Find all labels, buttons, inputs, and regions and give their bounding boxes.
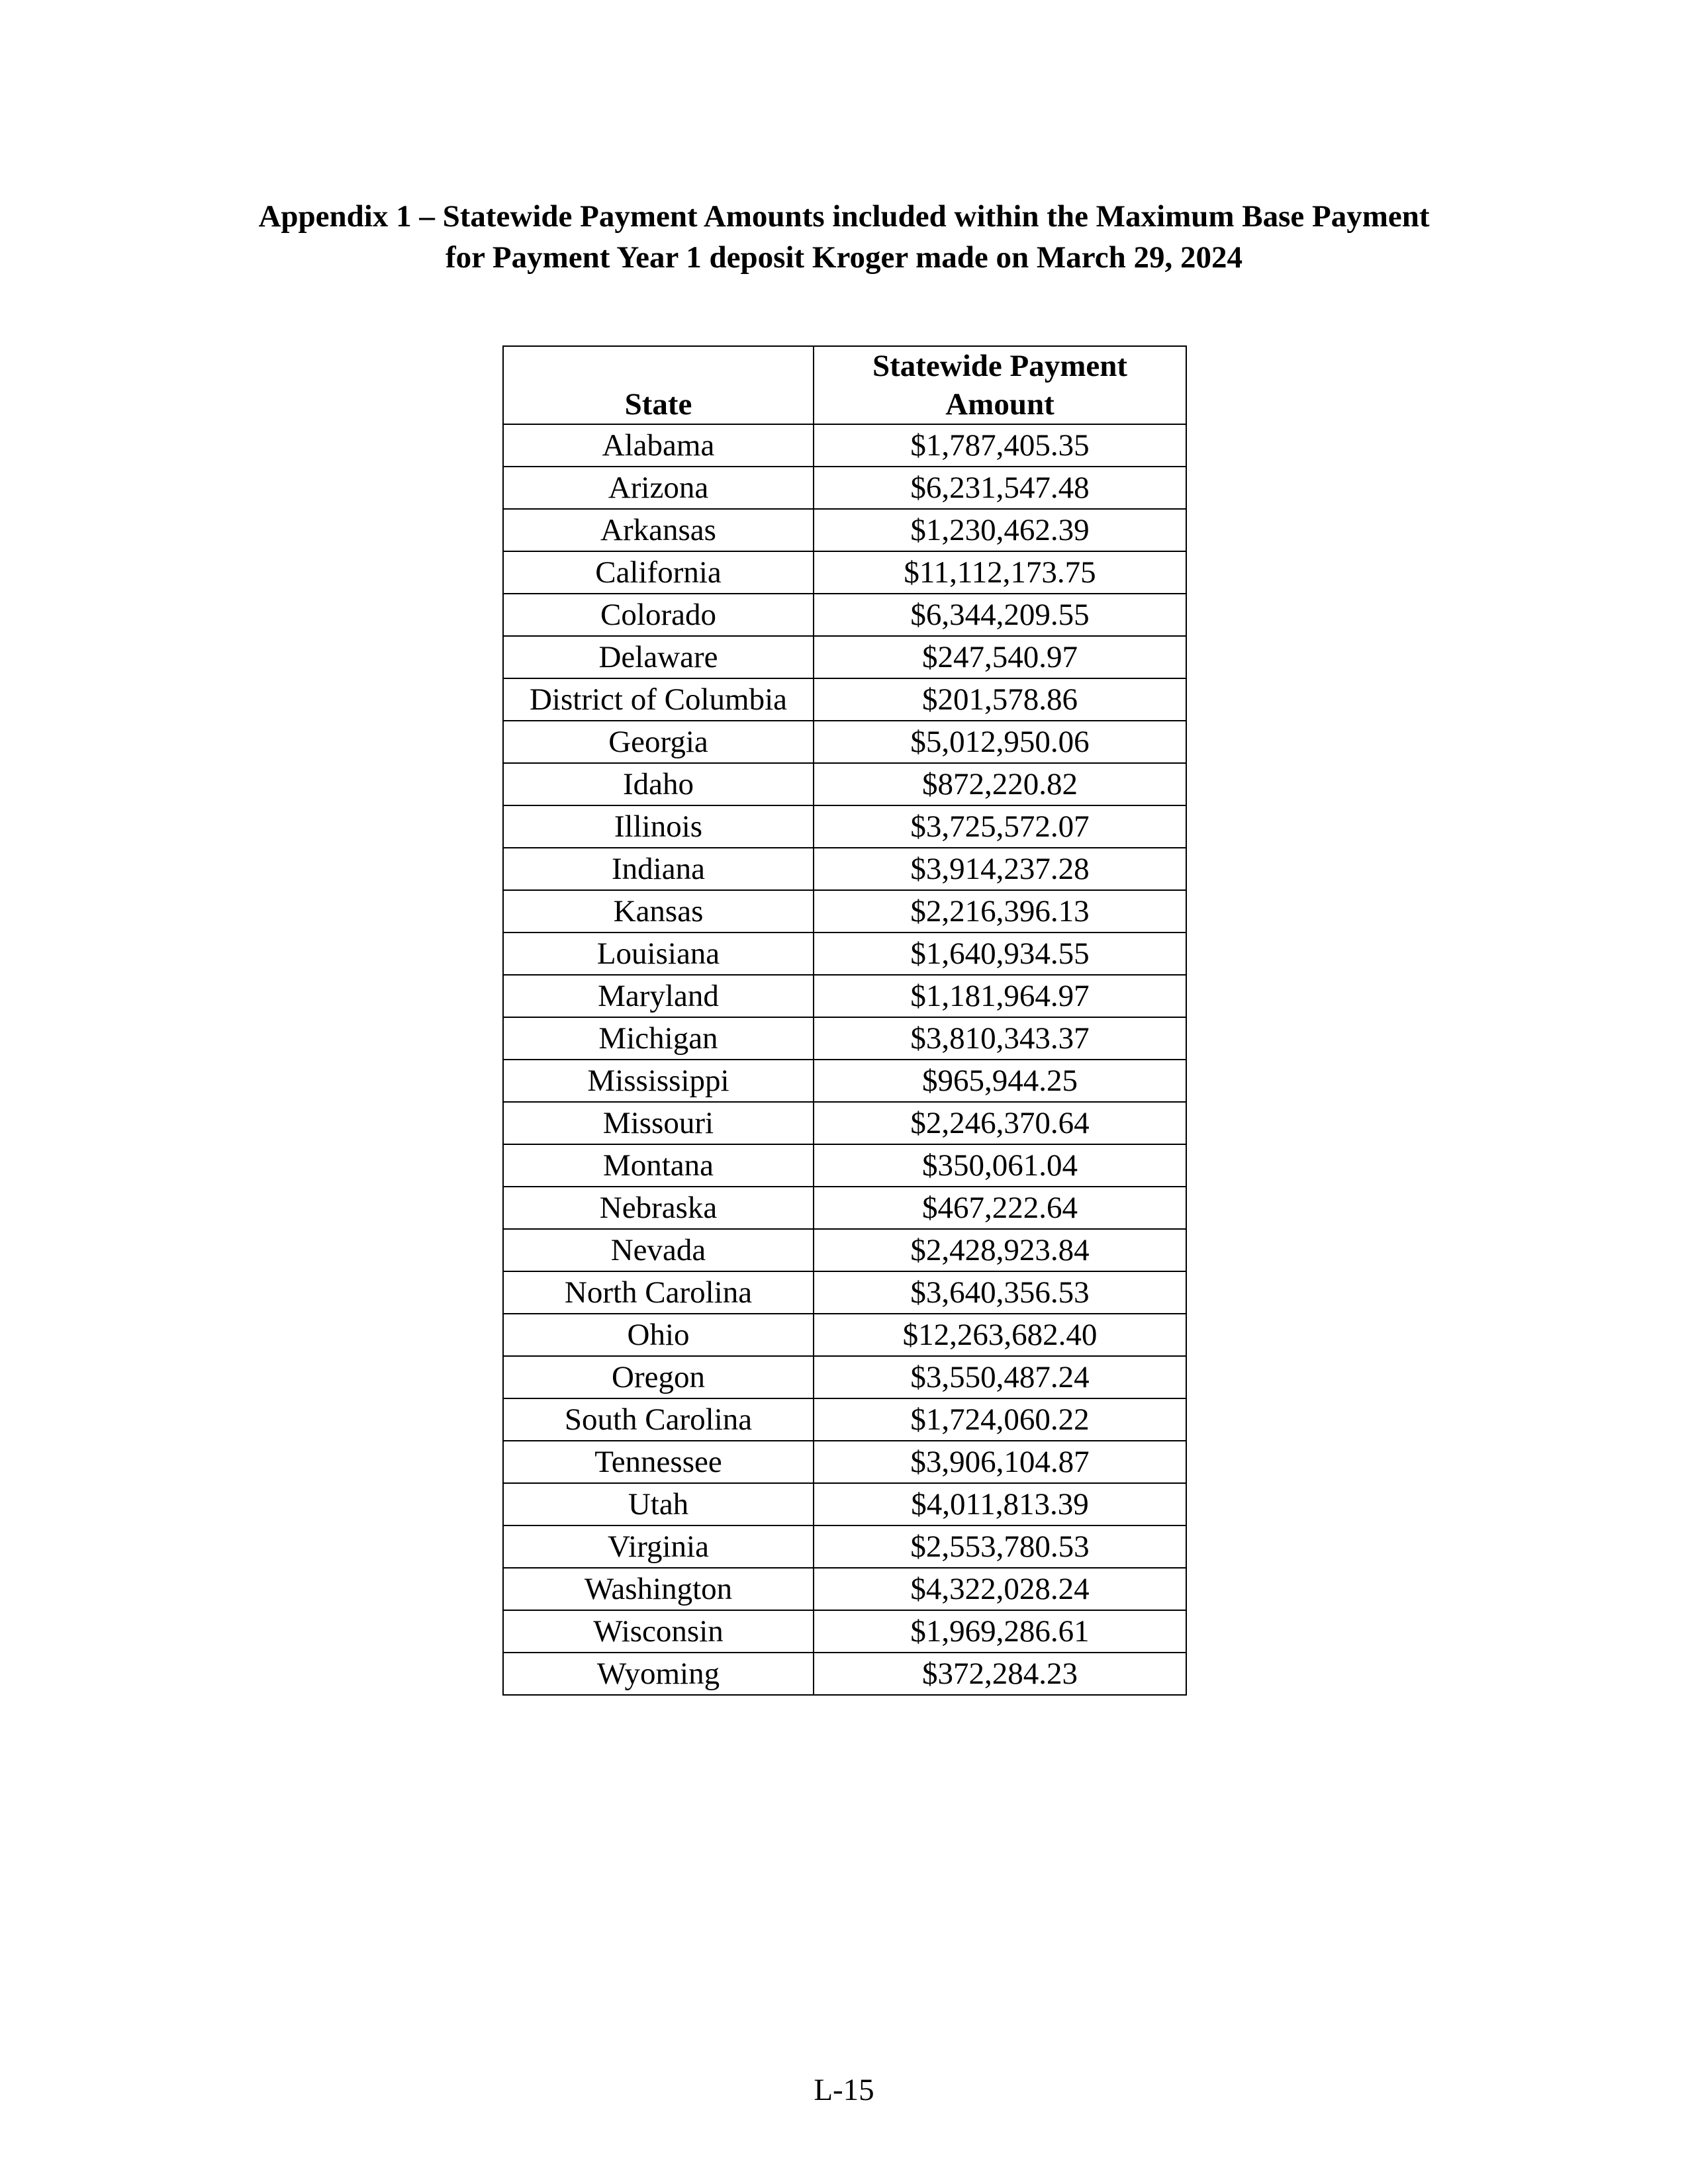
state-cell: Wisconsin	[503, 1610, 814, 1653]
table-row	[503, 1483, 1186, 1525]
table-row	[503, 551, 1186, 594]
state-cell: South Carolina	[503, 1398, 814, 1441]
table-row	[503, 1314, 1186, 1356]
amount-cell: $4,011,813.39	[814, 1483, 1186, 1525]
amount-cell: $1,787,405.35	[814, 424, 1186, 467]
amount-cell: $6,344,209.55	[814, 594, 1186, 636]
state-cell: Indiana	[503, 848, 814, 890]
state-cell: Ohio	[503, 1314, 814, 1356]
table-row	[503, 1356, 1186, 1398]
amount-cell: $3,550,487.24	[814, 1356, 1186, 1398]
amount-cell: $2,428,923.84	[814, 1229, 1186, 1271]
amount-cell: $12,263,682.40	[814, 1314, 1186, 1356]
table-row	[503, 1653, 1186, 1695]
state-cell: Michigan	[503, 1017, 814, 1060]
table-row	[503, 1229, 1186, 1271]
table-row	[503, 424, 1186, 467]
amount-cell: $372,284.23	[814, 1653, 1186, 1695]
table-row	[503, 805, 1186, 848]
table-row	[503, 933, 1186, 975]
table-row	[503, 975, 1186, 1017]
statewide-payment-table	[502, 345, 1187, 1696]
state-cell: Arizona	[503, 467, 814, 509]
column-header-amount-line-1: Statewide Payment	[872, 349, 1128, 383]
table-row	[503, 1187, 1186, 1229]
state-cell: Missouri	[503, 1102, 814, 1144]
state-cell: Delaware	[503, 636, 814, 678]
amount-cell: $350,061.04	[814, 1144, 1186, 1187]
table-row	[503, 1525, 1186, 1568]
amount-cell: $965,944.25	[814, 1060, 1186, 1102]
amount-cell: $1,724,060.22	[814, 1398, 1186, 1441]
table-row	[503, 890, 1186, 933]
title-line-2: for Payment Year 1 deposit Kroger made on March 29, 2024	[445, 240, 1243, 275]
header-row	[503, 346, 1186, 424]
state-cell: District of Columbia	[503, 678, 814, 721]
table-body	[503, 424, 1186, 1695]
amount-cell: $3,810,343.37	[814, 1017, 1186, 1060]
state-cell: Utah	[503, 1483, 814, 1525]
amount-cell: $3,725,572.07	[814, 805, 1186, 848]
state-cell: Idaho	[503, 763, 814, 805]
table-row	[503, 763, 1186, 805]
payment-table-container	[502, 345, 1187, 1696]
state-cell: North Carolina	[503, 1271, 814, 1314]
state-cell: Louisiana	[503, 933, 814, 975]
amount-cell: $11,112,173.75	[814, 551, 1186, 594]
state-cell: Kansas	[503, 890, 814, 933]
amount-cell: $201,578.86	[814, 678, 1186, 721]
table-header	[503, 346, 1186, 424]
state-cell: Mississippi	[503, 1060, 814, 1102]
state-cell: Arkansas	[503, 509, 814, 551]
amount-cell: $5,012,950.06	[814, 721, 1186, 763]
title-line-1: Appendix 1 – Statewide Payment Amounts included within the Maximum Base Payment	[258, 199, 1430, 234]
amount-cell: $247,540.97	[814, 636, 1186, 678]
amount-cell: $4,322,028.24	[814, 1568, 1186, 1610]
state-cell: Oregon	[503, 1356, 814, 1398]
column-header-amount	[814, 346, 1186, 424]
state-cell: Tennessee	[503, 1441, 814, 1483]
state-cell: Virginia	[503, 1525, 814, 1568]
state-cell: Georgia	[503, 721, 814, 763]
table-row	[503, 1271, 1186, 1314]
table-row	[503, 1102, 1186, 1144]
state-cell: Montana	[503, 1144, 814, 1187]
amount-cell: $467,222.64	[814, 1187, 1186, 1229]
table-row	[503, 721, 1186, 763]
state-cell: Nebraska	[503, 1187, 814, 1229]
amount-cell: $2,216,396.13	[814, 890, 1186, 933]
table-row	[503, 1398, 1186, 1441]
table-row	[503, 636, 1186, 678]
table-row	[503, 1144, 1186, 1187]
state-cell: Wyoming	[503, 1653, 814, 1695]
table-row	[503, 509, 1186, 551]
amount-cell: $1,181,964.97	[814, 975, 1186, 1017]
state-cell: Colorado	[503, 594, 814, 636]
amount-cell: $3,906,104.87	[814, 1441, 1186, 1483]
state-cell: Nevada	[503, 1229, 814, 1271]
amount-cell: $1,640,934.55	[814, 933, 1186, 975]
table-row	[503, 1568, 1186, 1610]
state-cell: Washington	[503, 1568, 814, 1610]
column-header-amount-line-2: Amount	[945, 387, 1055, 422]
amount-cell: $872,220.82	[814, 763, 1186, 805]
amount-cell: $3,914,237.28	[814, 848, 1186, 890]
amount-cell: $2,246,370.64	[814, 1102, 1186, 1144]
table-row	[503, 1610, 1186, 1653]
table-row	[503, 678, 1186, 721]
table-row	[503, 848, 1186, 890]
table-row	[503, 1441, 1186, 1483]
amount-cell: $2,553,780.53	[814, 1525, 1186, 1568]
state-cell: Illinois	[503, 805, 814, 848]
state-cell: Alabama	[503, 424, 814, 467]
amount-cell: $1,969,286.61	[814, 1610, 1186, 1653]
page-number: L-15	[814, 2073, 874, 2107]
table-row	[503, 594, 1186, 636]
column-header-state-label: State	[624, 387, 692, 422]
table-row	[503, 1017, 1186, 1060]
table-row	[503, 1060, 1186, 1102]
state-cell: California	[503, 551, 814, 594]
amount-cell: $3,640,356.53	[814, 1271, 1186, 1314]
page-title	[0, 196, 1688, 278]
state-cell: Maryland	[503, 975, 814, 1017]
table-row	[503, 467, 1186, 509]
amount-cell: $1,230,462.39	[814, 509, 1186, 551]
column-header-state	[503, 346, 814, 424]
amount-cell: $6,231,547.48	[814, 467, 1186, 509]
